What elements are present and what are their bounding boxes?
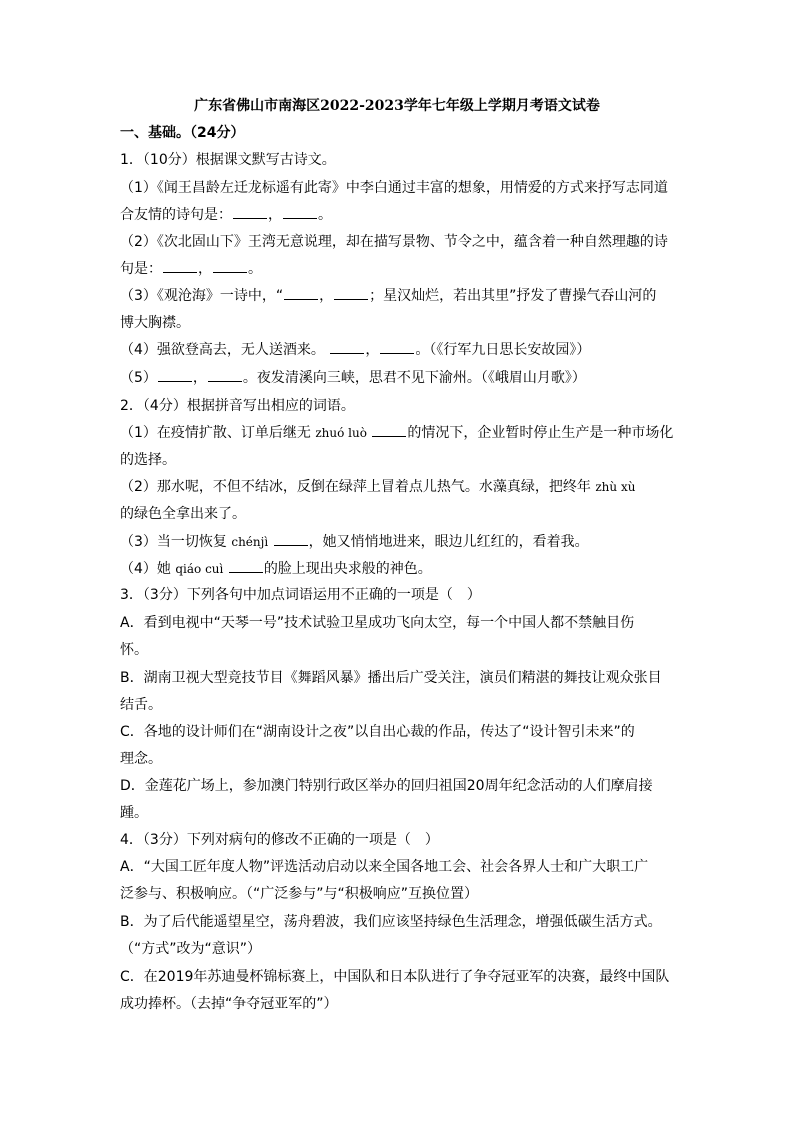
answer-blank[interactable]: [330, 341, 364, 354]
text: 。（《行军九日思长安故园》）: [415, 342, 591, 358]
text: （4）她: [120, 561, 176, 577]
text: 。夜发清溪向三峡，思君不见下渝州。（《峨眉山月歌》）: [242, 370, 586, 386]
q4-option-a-line2[interactable]: 泛参与、积极响应。（“广泛参与”与“积极响应”互换位置）: [120, 886, 479, 902]
q3-stem: 3．（3分）下列各句中加点词语运用不正确的一项是（ ）: [120, 587, 481, 603]
q3-option-d-line2[interactable]: 踵。: [120, 805, 148, 821]
q1-part4: [120, 340, 590, 360]
text: （2）那水呢，不但不结冰，反倒在绿萍上冒着点儿热气。水藻真绿，把终年: [120, 479, 596, 495]
q2-part1-line2: 的选择。: [120, 452, 176, 468]
q2-part3: [120, 532, 589, 552]
q3-option-a-line1[interactable]: A．看到电视中“天琴一号”技术试验卫星成功飞向太空，每一个中国人都不禁触目伤: [120, 615, 635, 631]
answer-blank[interactable]: [334, 287, 368, 300]
q2-part2-line1: [120, 477, 635, 497]
text: ，: [192, 370, 207, 386]
answer-blank[interactable]: [380, 341, 414, 354]
pinyin: zhuó luò: [315, 426, 367, 440]
answer-blank[interactable]: [233, 206, 267, 219]
q2-stem: 2．（4分）根据拼音写出相应的词语。: [120, 398, 355, 414]
answer-blank[interactable]: [372, 424, 406, 437]
text: ，她又悄悄地进来，眼边儿红红的，看着我。: [308, 534, 589, 550]
q3-option-a-line2[interactable]: 怀。: [120, 642, 148, 658]
q2-part4: [120, 559, 432, 579]
text: 。: [248, 261, 262, 277]
answer-blank[interactable]: [208, 369, 242, 382]
q2-part1-line1: [120, 423, 673, 443]
q3-option-d-line1[interactable]: D．金莲花广场上，参加澳门特别行政区举办的回归祖国20周年纪念活动的人们摩肩接: [120, 778, 653, 794]
q3-option-c-line2[interactable]: 理念。: [120, 751, 162, 767]
text: （5）: [120, 370, 157, 386]
answer-blank[interactable]: [158, 369, 192, 382]
q4-option-b-line1[interactable]: B．为了后代能遥望星空，荡舟碧波，我们应该坚持绿色生活理念，增强低碳生活方式。: [120, 914, 662, 930]
q1-part3-line1: [120, 286, 656, 306]
text: 的情况下，企业暂时停止生产是一种市场化: [407, 425, 674, 441]
text: 合友情的诗句是：: [120, 207, 232, 223]
q1-part3-line2: 博大胸襟。: [120, 315, 190, 331]
text: ，: [319, 288, 334, 304]
q4-option-c-line2[interactable]: 成功捧杯。（去掉“争夺冠亚军的”）: [120, 996, 338, 1012]
text: ，: [198, 261, 212, 277]
q3-option-b-line2[interactable]: 结舌。: [120, 697, 162, 713]
text: ，: [365, 342, 380, 358]
q1-stem: 1．（10分）根据课文默写古诗文。: [120, 152, 336, 168]
text: 的脸上现出央求般的神色。: [263, 561, 432, 577]
q4-option-c-line1[interactable]: C．在2019年苏迪曼杯锦标赛上，中国队和日本队进行了争夺冠亚军的决赛，最终中国队: [120, 969, 670, 985]
q1-part2-line2: [120, 259, 262, 279]
q1-part5: [120, 368, 586, 388]
q3-option-c-line1[interactable]: C．各地的设计师们在“湖南设计之夜”以自出心裁的作品，传达了“设计智引未来”的: [120, 724, 635, 740]
pinyin: qiáo cuì: [175, 562, 224, 576]
section-heading-basics: 一、基础。（24分）: [120, 125, 245, 141]
pinyin: chénjì: [231, 535, 269, 549]
pinyin: zhù xù: [595, 480, 636, 494]
text: ；星汉灿烂，若出其里”抒发了曹操气吞山河的: [369, 288, 657, 304]
text: （3）《观沧海》一诗中，“: [120, 288, 284, 304]
answer-blank[interactable]: [274, 533, 308, 546]
text: （1）在疫情扩散、订单后继无: [120, 425, 316, 441]
text: （3）当一切恢复: [120, 534, 232, 550]
answer-blank[interactable]: [229, 560, 263, 573]
q1-part1-line2: [120, 205, 332, 225]
text: 句是：: [120, 261, 162, 277]
text: （4）强欲登高去，无人送酒来。: [120, 342, 330, 358]
q1-part1-line1: （1）《闻王昌龄左迁龙标遥有此寄》中李白通过丰富的想象，用情爱的方式来抒写志同道: [120, 180, 668, 196]
q4-option-a-line1[interactable]: A．“大国工匠年度人物”评选活动启动以来全国各地工会、社会各界人士和广大职工广: [120, 859, 649, 875]
answer-blank[interactable]: [283, 206, 317, 219]
q1-part2-line1: （2）《次北固山下》王湾无意说理，却在描写景物、节令之中，蕴含着一种自然理趣的诗: [120, 234, 668, 250]
text: ，: [268, 207, 282, 223]
answer-blank[interactable]: [213, 260, 247, 273]
text: 。: [318, 207, 332, 223]
q4-stem: 4．（3分）下列对病句的修改不正确的一项是（ ）: [120, 832, 439, 848]
q2-part2-line2: 的绿色全拿出来了。: [120, 506, 246, 522]
answer-blank[interactable]: [284, 287, 318, 300]
exam-title: 广东省佛山市南海区2022-2023学年七年级上学期月考语文试卷: [194, 98, 600, 114]
q4-option-b-line2[interactable]: （“方式”改为“意识”）: [120, 941, 262, 957]
q3-option-b-line1[interactable]: B．湖南卫视大型竞技节目《舞蹈风暴》播出后广受关注，演员们精湛的舞技让观众张目: [120, 670, 662, 686]
answer-blank[interactable]: [163, 260, 197, 273]
